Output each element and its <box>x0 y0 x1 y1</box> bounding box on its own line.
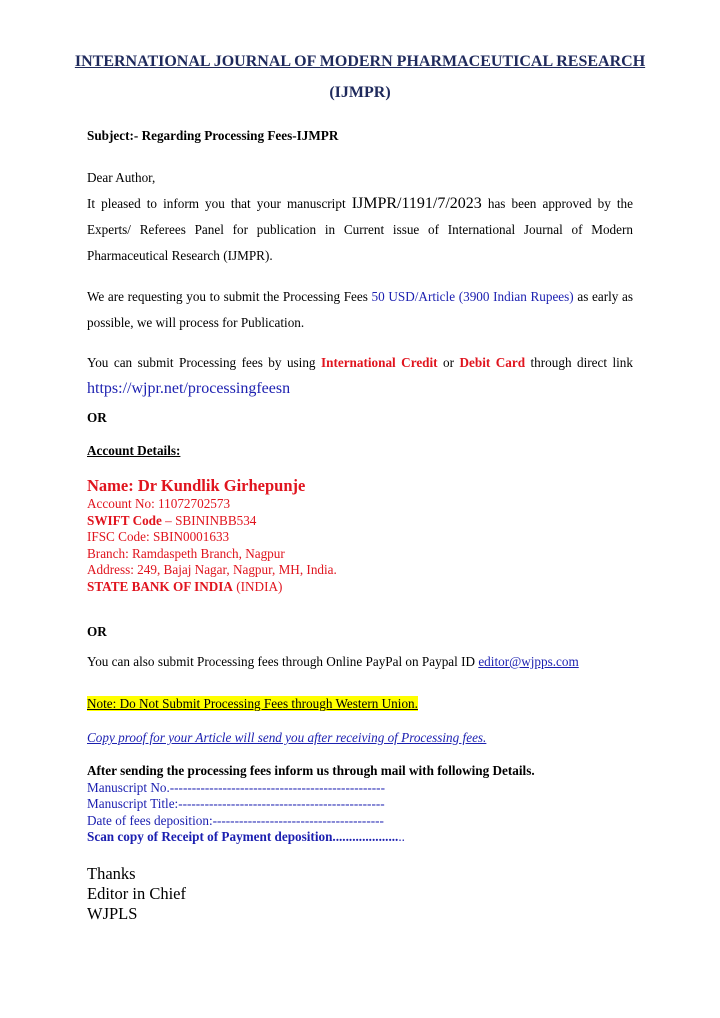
subject-line: Subject:- Regarding Processing Fees-IJMPR <box>87 128 339 143</box>
manuscript-id: IJMPR/1191/7/2023 <box>351 195 482 212</box>
or-connector: or <box>437 355 460 370</box>
copy-proof-notice: Copy proof for your Article will send you after receiving of Processing fees. <box>87 730 487 745</box>
fee-request-paragraph <box>87 284 633 336</box>
western-union-note-text: Note: Do Not Submit Processing Fees through Western Union. <box>87 696 418 711</box>
payment-text-mid: through direct link <box>525 355 633 370</box>
fee-request-start: We are requesting you to submit the Processing Fees <box>87 289 372 304</box>
ifsc-code: IFSC Code: SBIN0001633 <box>87 529 230 544</box>
western-union-note <box>87 696 633 712</box>
processing-fees-link[interactable]: https://wjpr.net/processingfeesn <box>87 380 291 397</box>
bank-branch: Branch: Ramdaspeth Branch, Nagpur <box>87 545 285 561</box>
receipt-scan-tail: .. <box>398 829 405 844</box>
account-number: Account No: 11072702573 <box>87 496 231 511</box>
approval-text-end: has been approved by the Experts/ Referees Panel for publication in Current issue of International Journal of Modern Pharmaceutical Research (IJMPR). <box>87 196 633 263</box>
bank-country: (INDIA) <box>232 578 283 594</box>
mail-details-block <box>87 763 633 846</box>
approval-paragraph <box>87 191 633 269</box>
approval-text-start: It pleased to inform you that your manuscript <box>87 196 352 211</box>
signature-role: Editor in Chief <box>87 884 186 903</box>
manuscript-number-field: Manuscript No.------------------------------------------------- <box>87 779 385 795</box>
account-details-heading: Account Details: <box>87 443 181 458</box>
receipt-scan-label: Scan copy of Receipt of Payment deposition.................... <box>87 829 399 844</box>
account-name: Name: Dr Kundlik Girhepunje <box>87 476 306 495</box>
payment-text-start: You can submit Processing fees by using <box>87 355 321 370</box>
mail-details-heading: After sending the processing fees inform us through mail with following Details. <box>87 763 535 778</box>
greeting: Dear Author, <box>87 170 156 185</box>
debit-card-label: Debit Card <box>459 355 526 370</box>
paypal-paragraph <box>87 654 633 670</box>
signature-block <box>87 864 633 924</box>
paypal-email-link[interactable]: editor@wjpps.com <box>478 654 579 669</box>
fee-amount: 50 USD/Article (3900 Indian Rupees) <box>371 289 574 304</box>
signature-organization: WJPLS <box>87 904 138 923</box>
fees-deposition-date-field: Date of fees deposition:--------------------------------------- <box>87 812 384 828</box>
or-separator-2: OR <box>87 624 107 639</box>
journal-abbreviation: (IJMPR) <box>329 84 391 101</box>
or-separator-1: OR <box>87 410 107 425</box>
bank-name: STATE BANK OF INDIA <box>87 578 233 594</box>
manuscript-title-field: Manuscript Title:----------------------------------------------- <box>87 796 385 811</box>
receipt-scan-field <box>87 829 633 846</box>
account-details-block <box>87 476 633 595</box>
bank-name-line <box>87 579 633 596</box>
fee-request-end: as early as possible, we will process for Publication. <box>87 289 633 330</box>
paypal-text: You can also submit Processing fees through Online PayPal on Paypal ID <box>87 654 479 669</box>
signature-thanks: Thanks <box>87 864 136 883</box>
swift-code-label: SWIFT Code <box>87 512 162 528</box>
bank-address: Address: 249, Bajaj Nagar, Nagpur, MH, India. <box>87 562 337 577</box>
swift-code-value: – SBININBB534 <box>161 512 257 528</box>
international-credit-label: International Credit <box>320 355 438 370</box>
swift-code-line <box>87 513 633 530</box>
journal-title: INTERNATIONAL JOURNAL OF MODERN PHARMACEUTICAL RESEARCH <box>74 53 646 70</box>
payment-method-paragraph <box>87 350 633 402</box>
